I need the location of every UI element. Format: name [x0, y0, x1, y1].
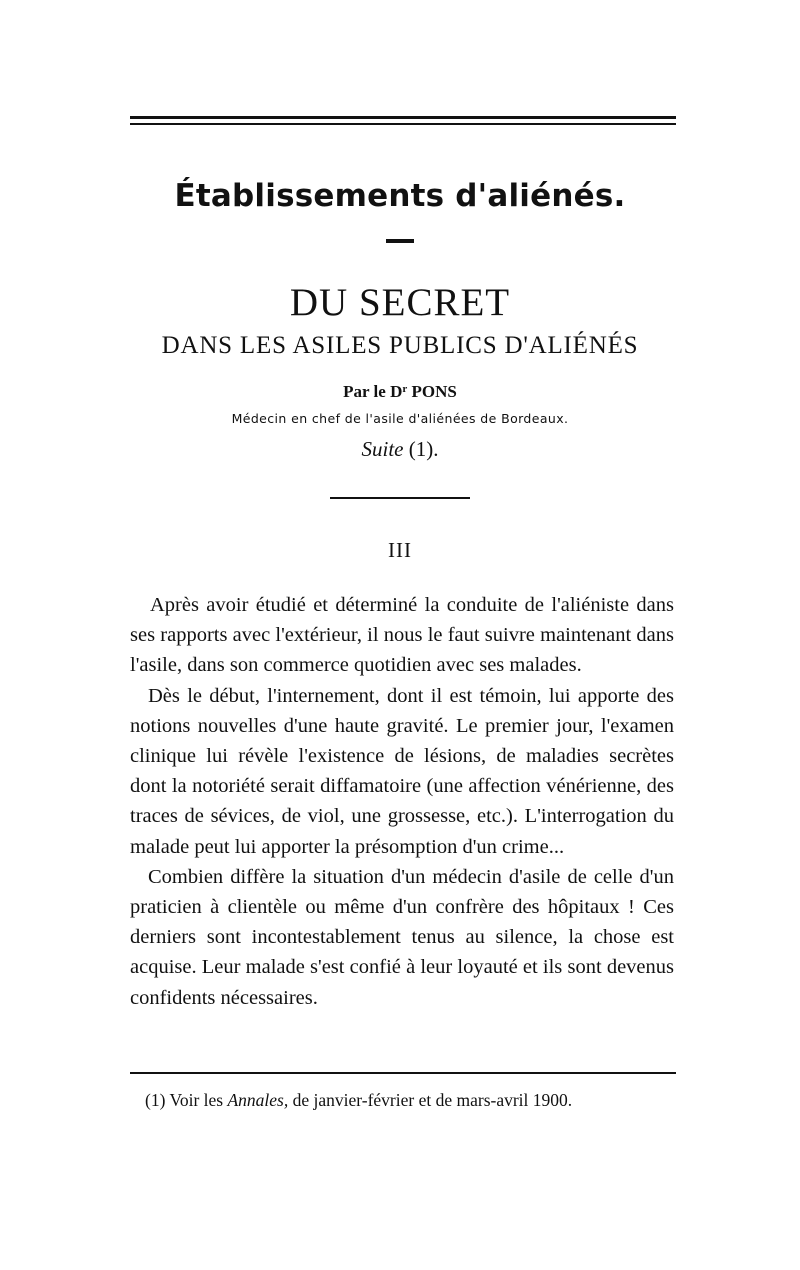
article-title: DU SECRET — [289, 281, 511, 324]
author-prefix: Par le D — [343, 382, 403, 401]
continuation-line — [0, 437, 800, 462]
header-rule-thick — [130, 116, 676, 119]
section-divider — [330, 497, 470, 499]
paragraph: Dès le début, l'internement, dont il est témoin, lui apporte des notions nouvelles d'une haute gravité. Le premier jour, l'examen clinique lui révèle l'existence de lésions, de maladies secrètes dont la notoriété serait diffamatoire (une affection vénérienne, des traces de sévices, de viol, une grossesse, etc.). L'interrogation du malade peut lui apporter la présomption d'un crime... — [130, 684, 674, 858]
author-title-superscript: r — [402, 383, 408, 395]
footnote-journal: Annales, — [227, 1090, 289, 1110]
paragraph: Après avoir étudié et déterminé la conduite de l'aliéniste dans ses rapports avec l'extérieur, il nous le faut suivre maintenant dans l'asile, dans son commerce quotidien avec ses malades. — [130, 594, 674, 677]
footnote-text: de janvier-février et de mars-avril 1900. — [292, 1090, 573, 1110]
footnote-rule — [130, 1072, 676, 1074]
author-line — [0, 382, 800, 402]
body-text — [130, 590, 674, 1013]
footnote — [145, 1090, 685, 1111]
section-number: III — [388, 538, 412, 562]
author-name: PONS — [411, 382, 457, 401]
continuation-word: Suite — [361, 437, 404, 461]
footnote-reference: (1). — [408, 437, 439, 461]
author-affiliation: Médecin en chef de l'asile d'aliénées de Bordeaux. — [231, 411, 569, 426]
paragraph: Combien diffère la situation d'un médecin d'asile de celle d'un praticien à clientèle ou même d'un confrère des hôpitaux ! Ces derniers sont incontestablement tenus au silence, la chose est acquise. Leur malade s'est confié à leur loyauté et ils sont devenus confidents nécessaires. — [130, 865, 674, 1009]
footnote-number: (1) Voir les — [145, 1090, 224, 1110]
header-rule-thin — [130, 123, 676, 125]
section-title: Établissements d'aliénés. — [174, 178, 626, 214]
article-subtitle: DANS LES ASILES PUBLICS D'ALIÉNÉS — [161, 332, 639, 359]
title-separator-dash — [386, 239, 414, 243]
